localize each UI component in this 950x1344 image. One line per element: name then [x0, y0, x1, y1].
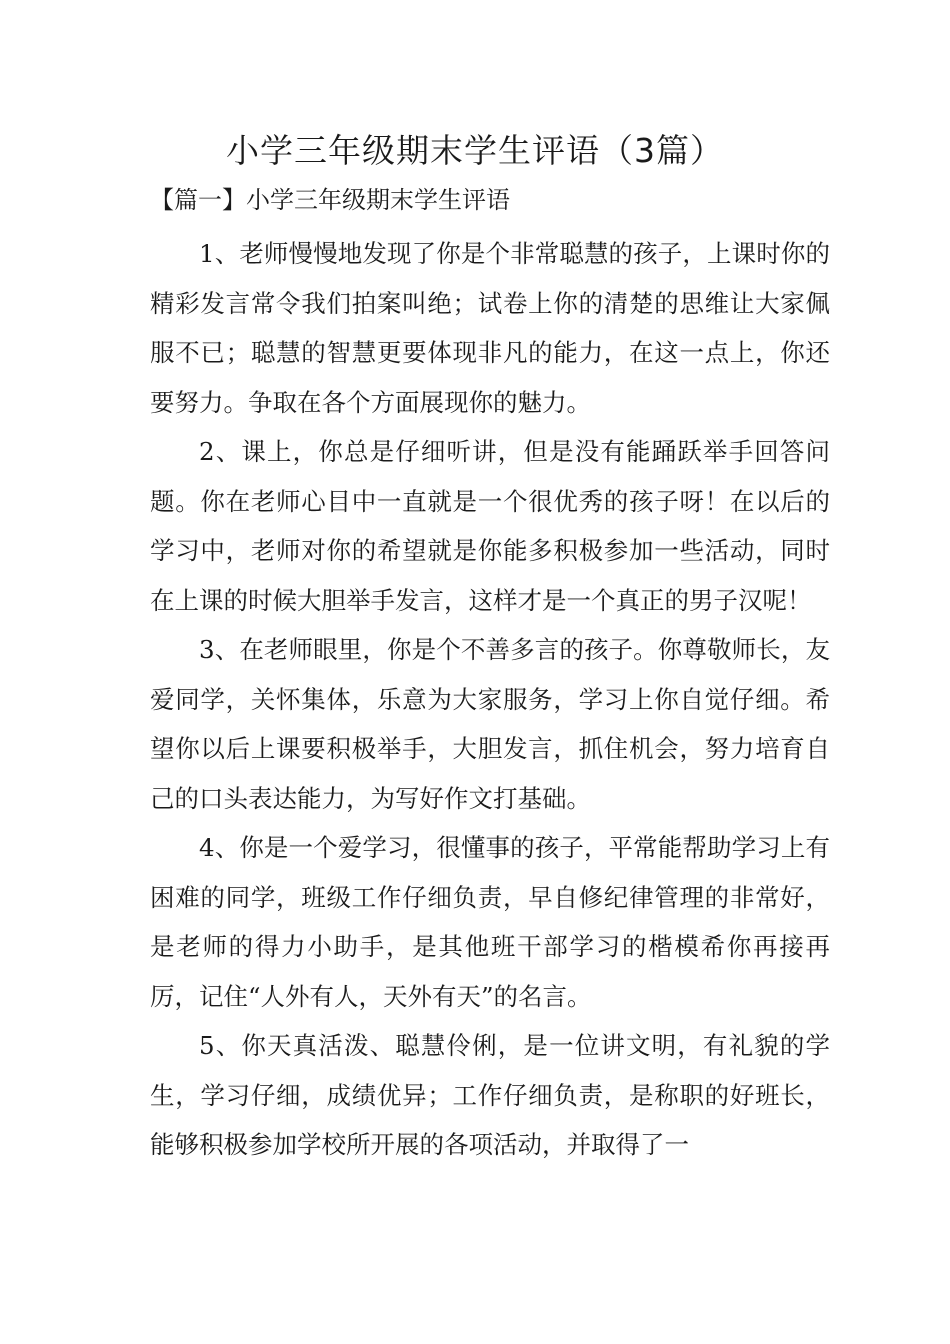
document-title: 小学三年级期末学生评语（3篇）	[226, 131, 724, 170]
paragraph-3: 3、在老师眼里，你是个不善多言的孩子。你尊敬师长，友爱同学，关怀集体，乐意为大家服务，学习上你自觉仔细。希望你以后上课要积极举手，大胆发言，抓住机会，努力培育自己的口头表达能力，为写好作文打基础。	[150, 635, 830, 813]
paragraph-1: 1、老师慢慢地发现了你是个非常聪慧的孩子，上课时你的精彩发言常令我们拍案叫绝；试卷上你的清楚的思维让大家佩服不已；聪慧的智慧更要体现非凡的能力，在这一点上，你还要努力。争取在各个方面展现你的魅力。	[150, 239, 830, 417]
paragraph-5: 5、你天真活泼、聪慧伶俐，是一位讲文明，有礼貌的学生，学习仔细，成绩优异；工作仔细负责，是称职的好班长，能够积极参加学校所开展的各项活动，并取得了一	[150, 1031, 830, 1159]
document-body	[150, 229, 830, 1170]
paragraph-4: 4、你是一个爱学习，很懂事的孩子，平常能帮助学习上有困难的同学，班级工作仔细负责，早自修纪律管理的非常好，是老师的得力小助手，是其他班干部学习的楷模希你再接再厉，记住“人外有人，天外有天”的名言。	[150, 833, 830, 1011]
section-heading: 【篇一】小学三年级期末学生评语	[150, 186, 510, 214]
paragraph-2: 2、课上，你总是仔细听讲，但是没有能踊跃举手回答问题。你在老师心目中一直就是一个很优秀的孩子呀！在以后的学习中，老师对你的希望就是你能多积极参加一些活动，同时在上课的时候大胆举手发言，这样才是一个真正的男子汉呢！	[150, 437, 830, 615]
